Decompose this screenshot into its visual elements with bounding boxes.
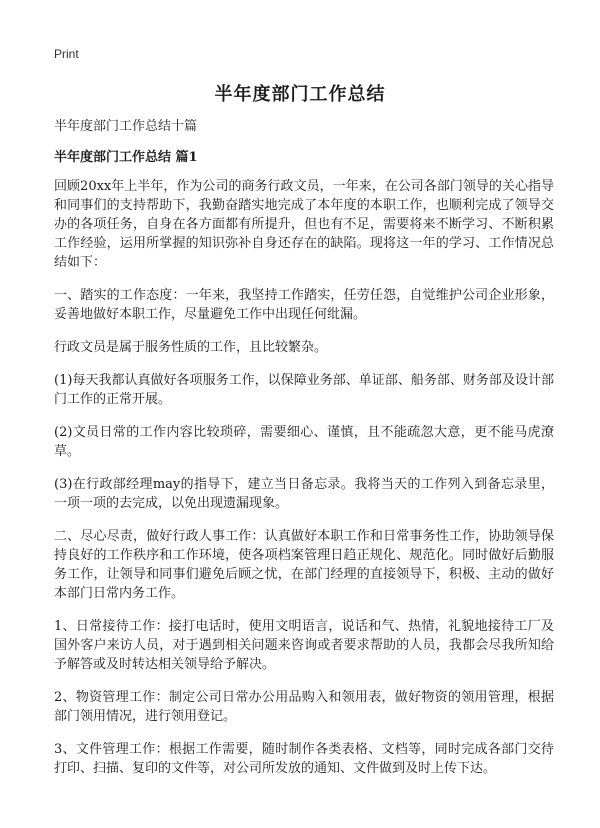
paragraph-work-attitude: 一、踏实的工作态度：一年来，我坚持工作踏实，任劳任怨，自觉维护公司企业形象，妥善地做好本职工作，尽量避免工作中出现任何纰漏。 (54, 288, 554, 322)
paragraph-intro: 回顾20xx年上半年，作为公司的商务行政文员，一年来，在公司各部门领导的关心指导和同事们的支持帮助下，我勤奋踏实地完成了本年度的本职工作，也顺利完成了领导交办的各项任务，自身在各方面都有所提升，但也有不足，需要将来不断学习、不断积累工作经验，运用所掌握的知识弥补自身还存在的缺陷。现将这一年的学习、工作情况总结如下： (54, 179, 554, 270)
print-link[interactable]: Print (54, 47, 79, 61)
paragraph-item-3: (3)在行政部经理may的指导下，建立当日备忘录。我将当天的工作列入到备忘录里，一项一项的去完成，以免出现遗漏现象。 (54, 477, 554, 511)
paragraph-service-nature: 行政文员是属于服务性质的工作，且比较繁杂。 (54, 340, 328, 355)
document-title: 半年度部门工作总结 (214, 84, 386, 105)
paragraph-admin-hr: 二、尽心尽责，做好行政人事工作：认真做好本职工作和日常事务性工作，协助领导保持良好的工作秩序和工作环境，使各项档案管理日趋正规化、规范化。同时做好后勤服务工作，让领导和同事们避免后顾之忧，在部门经理的直接领导下，积极、主动的做好本部门日常内务工作。 (54, 529, 554, 601)
paragraph-item-2: (2)文员日常的工作内容比较琐碎，需要细心、谨慎，且不能疏忽大意，更不能马虎潦草。 (54, 425, 554, 459)
paragraph-item-1: (1)每天我都认真做好各项服务工作，以保障业务部、单证部、船务部、财务部及设计部门工作的正常开展。 (54, 373, 554, 407)
document-subtitle: 半年度部门工作总结十篇 (54, 119, 198, 134)
paragraph-materials: 2、物资管理工作：制定公司日常办公用品购入和领用表，做好物资的领用管理，根据部门领用情况，进行领用登记。 (54, 690, 554, 724)
section-heading: 半年度部门工作总结 篇1 (54, 150, 198, 165)
document-body (54, 117, 554, 792)
paragraph-documents: 3、文件管理工作：根据工作需要，随时制作各类表格、文档等，同时完成各部门交待打印、扫描、复印的文件等，对公司所发放的通知、文件做到及时上传下达。 (54, 742, 554, 776)
paragraph-reception: 1、日常接待工作：接打电话时，使用文明语言，说话和气、热情，礼貌地接待工厂及国外客户来访人员，对于遇到相关问题来咨询或者要求帮助的人员，我都会尽我所知给予解答或及时转达相关领导给予解决。 (54, 619, 554, 672)
